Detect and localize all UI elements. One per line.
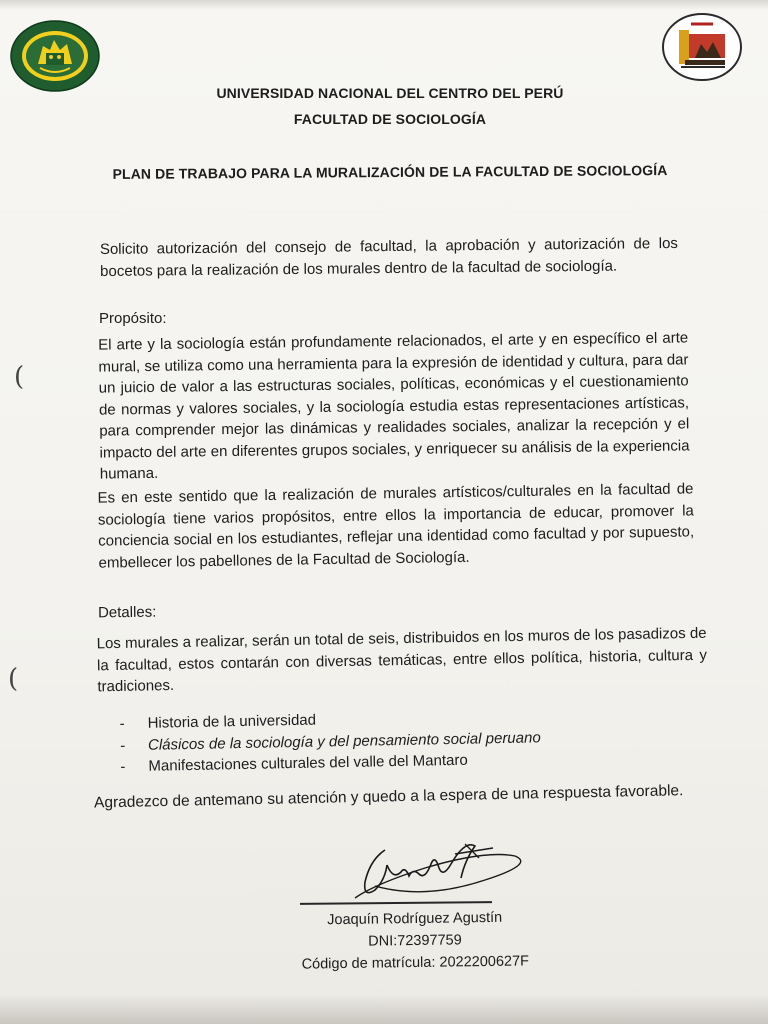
list-item: - Clásicos de la sociología y del pensamiento social peruano: [118, 724, 678, 756]
purpose-paragraph-1: El arte y la sociología están profundamente relacionados, el arte y en específico el arte mural, se utiliza como una herramienta para la expresión de identidad y cultura, para dar un juicio de valor a las estructuras sociales, políticas, económicas y el cuestionamiento de normas y valores sociales, y la sociología estudia estas representaciones artísticas, para comprender mejor las dinámicas y realidades sociales, analizar la recepción y el impacto del arte en diferentes grupos sociales, y enriquecer su análisis de la experiencia humana.: [98, 329, 690, 483]
faculty-name: FACULTAD DE SOCIOLOGÍA: [293, 111, 487, 127]
closing-paragraph: Agradezco de antemano su atención y quedo a la espera de una respuesta favorable.: [93, 782, 684, 812]
signer-name: Joaquín Rodríguez Agustín: [327, 909, 503, 929]
handwritten-signature: [315, 820, 550, 920]
signer-block: [250, 906, 581, 977]
purpose-paragraph-2: Es en este sentido que la realización de murales artísticos/culturales en la facultad de sociología tiene varios propósitos, entre ellos la importancia de educar, promover la conciencia social en los estudiantes, reflejar una identidad como facultad y por supuesto, embellecer los pabellones de la Facultad de Sociología.: [97, 480, 695, 572]
scan-top-shadow: [0, 0, 768, 10]
signer-code: Código de matrícula: 2022200627F: [301, 953, 530, 973]
margin-hole-mark: (: [14, 362, 25, 392]
details-paragraph: Los murales a realizar, serán un total de seis, distribuidos en los muros de los pasadizos de la facultad, estos contarán con diversas temáticas, entre ellos política, historia, cultura y tradiciones.: [96, 624, 708, 696]
margin-hole-mark: (: [8, 664, 19, 694]
document-title: PLAN DE TRABAJO PARA LA MURALIZACIÓN DE LA FACULTAD DE SOCIOLOGÍA: [112, 162, 668, 182]
university-seal-logo: [10, 20, 100, 92]
signer-dni: DNI:72397759: [368, 932, 462, 950]
mural-topics-list: [117, 703, 678, 778]
details-label: Detalles:: [97, 603, 157, 622]
request-paragraph: Solicito autorización del consejo de facultad, la aprobación y autorización de los bocetos para la realización de los murales dentro de la facultad de sociología.: [99, 234, 678, 280]
faculty-logo: [661, 12, 743, 82]
list-item: - Historia de la universidad: [117, 703, 677, 735]
scan-bottom-shadow: [0, 994, 768, 1024]
purpose-label: Propósito:: [99, 310, 167, 327]
university-name: UNIVERSIDAD NACIONAL DEL CENTRO DEL PERÚ: [216, 85, 564, 101]
list-item: - Manifestaciones culturales del valle del Mantaro: [118, 746, 678, 778]
